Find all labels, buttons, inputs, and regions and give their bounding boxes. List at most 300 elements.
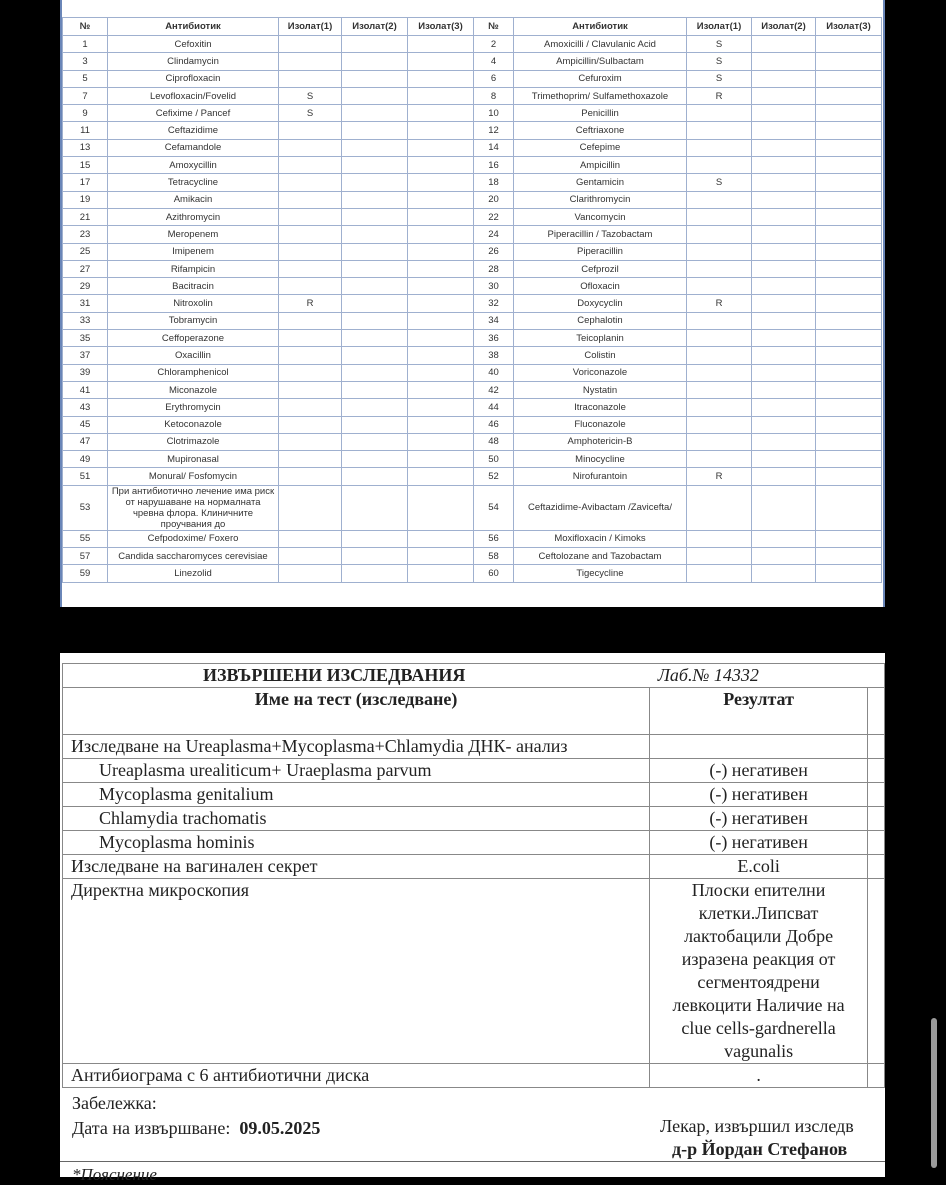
result-row [63,855,885,879]
note-label: Забележка: [72,1093,157,1113]
isolate-result [342,278,408,295]
row-number: 13 [63,139,108,156]
row-number: 54 [474,485,514,530]
isolate-result [816,451,882,468]
row-number: 40 [474,364,514,381]
isolate-result: S [279,105,342,122]
isolate-result [816,468,882,485]
isolate-result [408,295,474,312]
row-number: 10 [474,105,514,122]
isolate-result [816,381,882,398]
row-number: 11 [63,122,108,139]
isolate-result [752,70,816,87]
isolate-result: S [279,87,342,104]
isolate-result [279,416,342,433]
antibiotic-name: Cefprozil [514,260,687,277]
isolate-result [752,548,816,565]
isolate-result [342,87,408,104]
isolate-result [687,312,752,329]
antibiotic-name: Penicillin [514,105,687,122]
isolate-result [816,36,882,53]
isolate-result [752,53,816,70]
antibiotic-name: Ketoconazole [108,416,279,433]
isolate-result [342,191,408,208]
isolate-result [279,468,342,485]
isolate-result [408,191,474,208]
table-row [63,139,882,156]
result-row [63,783,885,807]
row-number: 23 [63,226,108,243]
table-row [63,530,882,547]
isolate-result [279,53,342,70]
row-number: 33 [63,312,108,329]
isolate-result [752,243,816,260]
isolate-result [342,36,408,53]
row-number: 56 [474,530,514,547]
col-result-header: Резултат [650,688,868,735]
cell [867,879,884,1064]
table-row [63,87,882,104]
isolate-result [408,226,474,243]
test-result: Плоски епителни клетки.Липсват лактобацили Добре изразена реакция от сегментоядрени левкоцити Наличие на clue cells-gardnerella vagunalis [650,879,868,1064]
isolate-result [752,468,816,485]
column-header: Изолат(2) [752,18,816,36]
test-name: Изследване на Ureaplasma+Mycoplasma+Chlamydia ДНК- анализ [63,735,650,759]
isolate-result [687,105,752,122]
antibiotic-name: Ceftriaxone [514,122,687,139]
table-row [63,548,882,565]
table-row [63,70,882,87]
isolate-result [279,364,342,381]
row-number: 29 [63,278,108,295]
row-number: 38 [474,347,514,364]
scrollbar[interactable] [931,1018,937,1168]
cell [867,783,884,807]
row-number: 20 [474,191,514,208]
row-number: 36 [474,330,514,347]
row-number: 50 [474,451,514,468]
isolate-result [342,243,408,260]
test-name: Ureaplasma urealiticum+ Uraeplasma parvum [63,759,650,783]
isolate-result: S [687,36,752,53]
table-row [63,226,882,243]
row-number: 4 [474,53,514,70]
isolate-result [408,565,474,582]
isolate-result: S [687,174,752,191]
isolate-result [279,226,342,243]
isolate-result [816,433,882,450]
isolate-result [752,139,816,156]
antibiotic-name: Chloramphenicol [108,364,279,381]
cell [867,855,884,879]
row-number: 27 [63,260,108,277]
isolate-result [342,451,408,468]
row-number: 31 [63,295,108,312]
isolate-result [342,330,408,347]
antibiotic-name: Moxifloxacin / Kimoks [514,530,687,547]
isolate-result [816,53,882,70]
row-number: 59 [63,565,108,582]
isolate-result [342,226,408,243]
isolate-result [752,330,816,347]
test-name: Chlamydia trachomatis [63,807,650,831]
isolate-result [342,122,408,139]
isolate-result [752,157,816,174]
row-number: 35 [63,330,108,347]
isolate-result [408,260,474,277]
isolate-result: S [687,70,752,87]
doctor-name: д-р Йордан Стефанов [672,1139,848,1159]
row-number: 39 [63,364,108,381]
isolate-result [279,157,342,174]
isolate-result [408,87,474,104]
antibiotic-name: Clotrimazole [108,433,279,450]
column-header: Изолат(3) [408,18,474,36]
table-row [63,174,882,191]
cell [867,1064,884,1088]
table-row [63,105,882,122]
isolate-result [279,485,342,530]
antibiotic-name: Piperacillin / Tazobactam [514,226,687,243]
table-row [63,399,882,416]
row-number: 55 [63,530,108,547]
antibiotic-name: Erythromycin [108,399,279,416]
isolate-result: R [687,468,752,485]
isolate-result [342,565,408,582]
border [883,0,885,607]
isolate-result [816,208,882,225]
isolate-result [687,364,752,381]
isolate-result [816,295,882,312]
report-title: ИЗВЪРШЕНИ ИЗСЛЕДВАНИЯ [63,664,650,688]
result-row [63,879,885,1064]
isolate-result [279,381,342,398]
row-number: 60 [474,565,514,582]
row-number: 5 [63,70,108,87]
row-number: 53 [63,485,108,530]
antibiotic-name: Cefpodoxime/ Foxero [108,530,279,547]
cell [867,688,884,735]
antibiotic-name: Azithromycin [108,208,279,225]
isolate-result [816,347,882,364]
isolate-result [342,312,408,329]
isolate-result [279,36,342,53]
row-number: 52 [474,468,514,485]
row-number: 48 [474,433,514,450]
isolate-result [408,530,474,547]
isolate-result [279,122,342,139]
row-number: 6 [474,70,514,87]
isolate-result [279,399,342,416]
isolate-result [342,485,408,530]
antibiotic-name: Vancomycin [514,208,687,225]
test-name: Изследване на вагинален секрет [63,855,650,879]
antibiotic-name: Amikacin [108,191,279,208]
table-row [63,243,882,260]
isolate-result [342,70,408,87]
isolate-result [279,565,342,582]
antibiotic-name: Oxacillin [108,347,279,364]
antibiotic-name: Ceftolozane and Tazobactam [514,548,687,565]
row-number: 47 [63,433,108,450]
row-number: 21 [63,208,108,225]
test-result: . [650,1064,868,1088]
isolate-result [408,105,474,122]
row-number: 22 [474,208,514,225]
result-row [63,759,885,783]
isolate-result: R [279,295,342,312]
isolate-result [408,416,474,433]
isolate-result [752,364,816,381]
footnote: *Пояснение [72,1165,157,1184]
row-number: 34 [474,312,514,329]
isolate-result [816,243,882,260]
isolate-result [687,157,752,174]
isolate-result [752,416,816,433]
table-row [63,468,882,485]
doctor-label: Лекар, извършил изследв [660,1116,854,1136]
table-row [63,364,882,381]
table-row [63,347,882,364]
result-row [63,735,885,759]
column-header: Изолат(1) [279,18,342,36]
isolate-result [279,451,342,468]
isolate-result [687,399,752,416]
isolate-result [687,565,752,582]
isolate-result [752,36,816,53]
isolate-result [752,122,816,139]
antibiotic-name: Gentamicin [514,174,687,191]
table-row [63,451,882,468]
row-number: 1 [63,36,108,53]
isolate-result [342,105,408,122]
antibiotic-name: Ofloxacin [514,278,687,295]
test-name: Mycoplasma genitalium [63,783,650,807]
row-number: 24 [474,226,514,243]
antibiotic-name: Clindamycin [108,53,279,70]
isolate-result [752,312,816,329]
isolate-result [816,364,882,381]
isolate-result [279,139,342,156]
isolate-result [342,208,408,225]
isolate-result [408,381,474,398]
cell [867,831,884,855]
isolate-result [752,105,816,122]
isolate-result [342,548,408,565]
row-number: 42 [474,381,514,398]
isolate-result [408,468,474,485]
isolate-result [408,485,474,530]
test-result: (-) негативен [650,831,868,855]
antibiotic-name: При антибиотично лечение има риск от нарушаване на нормалната чревна флора. Клиничните проучвания до [108,485,279,530]
antibiotic-name: Rifampicin [108,260,279,277]
antibiotic-name: Bacitracin [108,278,279,295]
antibiogram-page [60,0,885,607]
isolate-result [816,157,882,174]
isolate-result [752,278,816,295]
isolate-result [408,278,474,295]
test-result: (-) негативен [650,759,868,783]
isolate-result [342,381,408,398]
isolate-result [816,139,882,156]
isolate-result [408,312,474,329]
isolate-result [816,312,882,329]
row-number: 49 [63,451,108,468]
table-row [63,330,882,347]
antibiotic-name: Imipenem [108,243,279,260]
antibiotic-name: Colistin [514,347,687,364]
isolate-result [752,226,816,243]
isolate-result [408,157,474,174]
isolate-result [687,122,752,139]
isolate-result [752,399,816,416]
isolate-result [279,312,342,329]
row-number: 32 [474,295,514,312]
isolate-result [408,399,474,416]
table-row [63,260,882,277]
row-number: 17 [63,174,108,191]
isolate-result [342,530,408,547]
table-row [63,278,882,295]
test-result: (-) негативен [650,807,868,831]
date-value: 09.05.2025 [239,1118,321,1138]
isolate-result [279,347,342,364]
isolate-result [752,191,816,208]
row-number: 2 [474,36,514,53]
test-name: Mycoplasma hominis [63,831,650,855]
isolate-result: R [687,295,752,312]
antibiotic-name: Nirofurantoin [514,468,687,485]
isolate-result [279,208,342,225]
isolate-result [408,433,474,450]
isolate-result [279,70,342,87]
table-row [63,433,882,450]
table-row [63,191,882,208]
isolate-result [687,451,752,468]
isolate-result [752,174,816,191]
table-row [63,381,882,398]
row-number: 46 [474,416,514,433]
isolate-result [408,330,474,347]
isolate-result [816,530,882,547]
lab-number: Лаб.№ 14332 [650,664,885,688]
isolate-result [816,105,882,122]
isolate-result [342,260,408,277]
test-name: Антибиограма с 6 антибиотични диска [63,1064,650,1088]
column-header: Изолат(1) [687,18,752,36]
row-number: 9 [63,105,108,122]
antibiotic-name: Ciprofloxacin [108,70,279,87]
isolate-result [687,191,752,208]
cell [867,807,884,831]
table-row [63,53,882,70]
row-number: 51 [63,468,108,485]
antibiotic-name: Teicoplanin [514,330,687,347]
table-row [63,312,882,329]
isolate-result [687,208,752,225]
antibiotic-name: Levofloxacin/Fovelid [108,87,279,104]
isolate-result [342,399,408,416]
isolate-result [816,399,882,416]
row-number: 18 [474,174,514,191]
result-row [63,807,885,831]
antibiotic-name: Voriconazole [514,364,687,381]
isolate-result [342,364,408,381]
antibiotic-name: Candida saccharomyces cerevisiae [108,548,279,565]
results-page [60,653,885,1184]
row-number: 7 [63,87,108,104]
row-number: 8 [474,87,514,104]
table-header [63,18,882,36]
antibiotic-name: Trimethoprim/ Sulfamethoxazole [514,87,687,104]
table-row [63,122,882,139]
isolate-result [752,565,816,582]
isolate-result [279,260,342,277]
antibiotic-name: Ceffoperazone [108,330,279,347]
isolate-result [752,451,816,468]
isolate-result [342,347,408,364]
antibiotic-name: Mupironasal [108,451,279,468]
isolate-result [752,347,816,364]
row-number: 14 [474,139,514,156]
antibiotic-name: Cefamandole [108,139,279,156]
isolate-result [408,208,474,225]
isolate-result [342,416,408,433]
antibiotic-name: Amoxycillin [108,157,279,174]
test-result [650,735,868,759]
isolate-result [687,243,752,260]
result-row [63,1064,885,1088]
column-header: № [474,18,514,36]
row-number: 45 [63,416,108,433]
antibiotic-name: Cefepime [514,139,687,156]
antibiotic-name: Nitroxolin [108,295,279,312]
isolate-result [279,330,342,347]
row-number: 57 [63,548,108,565]
row-number: 25 [63,243,108,260]
isolate-result [816,565,882,582]
isolate-result [687,416,752,433]
isolate-result [687,260,752,277]
date-row [72,1118,320,1139]
isolate-result [816,174,882,191]
results-table [62,663,885,1088]
isolate-result [342,468,408,485]
isolate-result [279,243,342,260]
antibiotic-name: Clarithromycin [514,191,687,208]
row-number: 44 [474,399,514,416]
isolate-result [687,548,752,565]
antibiotic-name: Tigecycline [514,565,687,582]
isolate-result [687,530,752,547]
antibiotic-name: Ceftazidime-Avibactam /Zavicefta/ [514,485,687,530]
antibiotic-name: Tobramycin [108,312,279,329]
isolate-result [408,70,474,87]
isolate-result [816,416,882,433]
isolate-result [752,208,816,225]
isolate-result [752,260,816,277]
isolate-result [342,157,408,174]
antibiotic-name: Cefoxitin [108,36,279,53]
row-number: 19 [63,191,108,208]
isolate-result [408,347,474,364]
table-row [63,157,882,174]
result-row [63,831,885,855]
isolate-result [687,485,752,530]
antibiotic-name: Tetracycline [108,174,279,191]
isolate-result [752,381,816,398]
antibiotic-name: Cefuroxim [514,70,687,87]
